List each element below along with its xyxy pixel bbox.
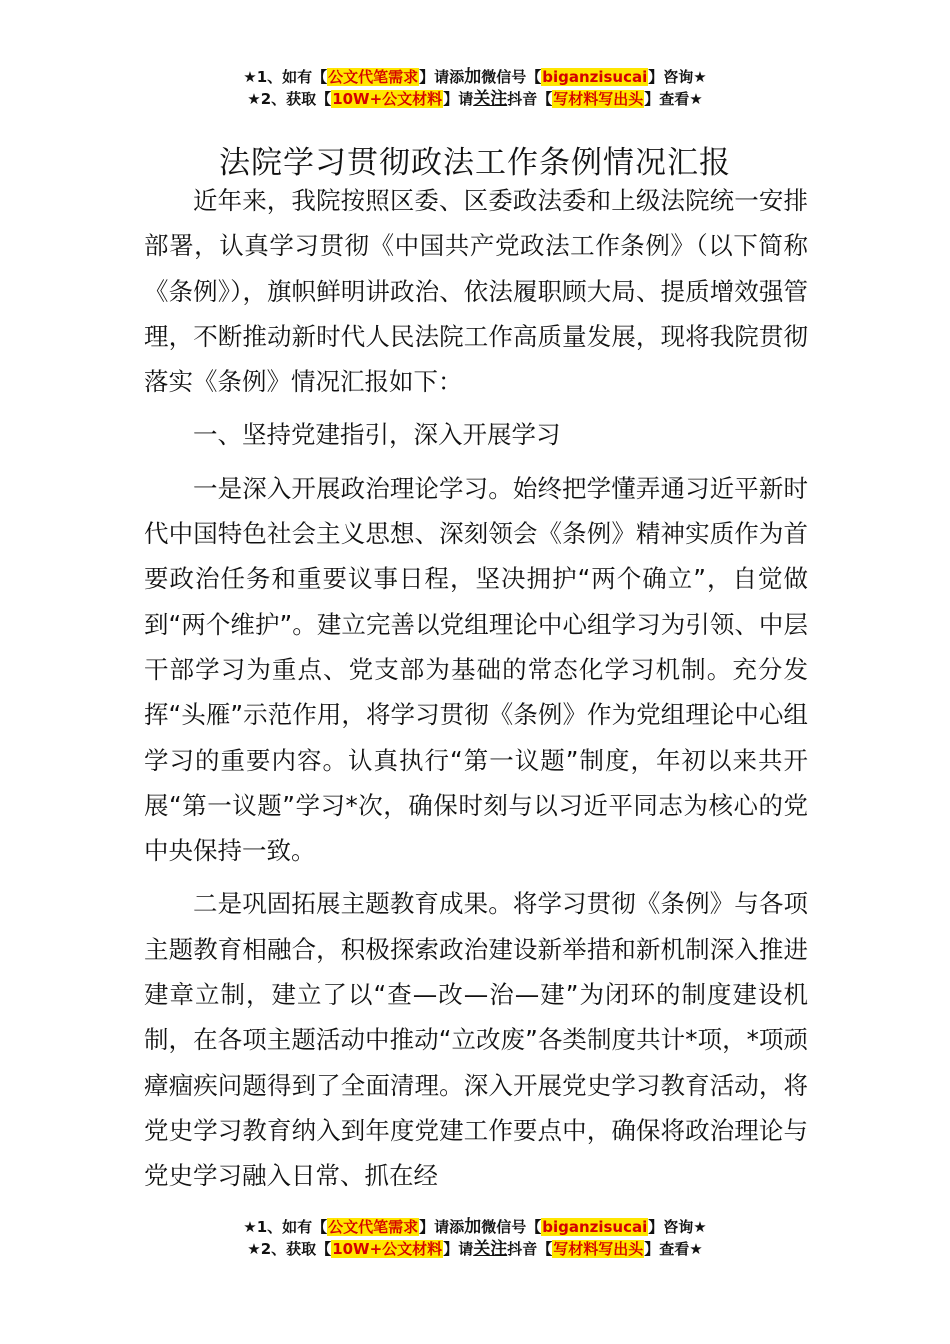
promo-wechat-id: biganzisucai — [542, 1218, 648, 1236]
document-body — [144, 178, 808, 1199]
promo-text: 】查看★ — [644, 1240, 703, 1258]
promo-text: 】咨询★ — [648, 1218, 707, 1236]
promo-line-2 — [0, 88, 950, 110]
promo-banner-top — [0, 66, 950, 110]
promo-line-2 — [0, 1238, 950, 1260]
promo-text: 抖音【 — [507, 1240, 553, 1258]
section-heading: 一、坚持党建指引，深入开展学习 — [193, 420, 561, 450]
promo-text: 】咨询★ — [648, 68, 707, 86]
promo-text: 】请 — [443, 1240, 474, 1258]
promo-line-1 — [0, 1216, 950, 1238]
promo-text: ★2、获取【 — [247, 90, 332, 108]
promo-douyin-name: 写材料写出头 — [553, 1240, 644, 1258]
promo-highlight: 10W+公文材料 — [332, 90, 443, 108]
promo-line-1 — [0, 66, 950, 88]
promo-text: 】请添 — [419, 68, 465, 86]
promo-text: 抖音【 — [507, 90, 553, 108]
promo-text: 】查看★ — [644, 90, 703, 108]
promo-wechat-id: biganzisucai — [542, 68, 648, 86]
promo-text: ★1、如有【 — [243, 1218, 328, 1236]
promo-text: 微信号【 — [481, 1218, 542, 1236]
paragraph-point-2: 二是巩固拓展主题教育成果。将学习贯彻《条例》与各项主题教育相融合，积极探索政治建设新举措和新机制深入推进建章立制，建立了以“查—改—治—建”为闭环的制度建设机制，在各项主题活动中推动“立改废”各类制度共计*项，*项顽瘴痼疾问题得到了全面清理。深入开展党史学习教育活动，将党史学习教育纳入到年度党建工作要点中，确保将政治理论与党史学习融入日常、抓在经 — [144, 889, 808, 1191]
promo-emphasis: 加 — [464, 67, 482, 87]
promo-text: 微信号【 — [481, 68, 542, 86]
promo-text: ★2、获取【 — [247, 1240, 332, 1258]
promo-text: 】请添 — [419, 1218, 465, 1236]
promo-text: 】请 — [443, 90, 474, 108]
promo-douyin-name: 写材料写出头 — [553, 90, 644, 108]
paragraph-intro: 近年来，我院按照区委、区委政法委和上级法院统一安排部署，认真学习贯彻《中国共产党政法工作条例》（以下简称《条例》），旗帜鲜明讲政治、依法履职顾大局、提质增效强管理，不断推动新时代人民法院工作高质量发展，现将我院贯彻落实《条例》情况汇报如下： — [144, 186, 808, 397]
promo-emphasis: 关注 — [473, 89, 508, 109]
promo-highlight: 公文代笔需求 — [328, 1218, 419, 1236]
promo-text: ★1、如有【 — [243, 68, 328, 86]
promo-emphasis: 加 — [464, 1217, 482, 1237]
paragraph-point-1: 一是深入开展政治理论学习。始终把学懂弄通习近平新时代中国特色社会主义思想、深刻领会《条例》精神实质作为首要政治任务和重要议事日程，坚决拥护“两个确立”，自觉做到“两个维护”。建立完善以党组理论中心组学习为引领、中层干部学习为重点、党支部为基础的常态化学习机制。充分发挥“头雁”示范作用，将学习贯彻《条例》作为党组理论中心组学习的重要内容。认真执行“第一议题”制度，年初以来共开展“第一议题”学习*次，确保时刻与以习近平同志为核心的党中央保持一致。 — [144, 473, 808, 866]
promo-emphasis: 关注 — [473, 1239, 508, 1259]
promo-highlight: 公文代笔需求 — [328, 68, 419, 86]
document-title: 法院学习贯彻政法工作条例情况汇报 — [219, 144, 731, 181]
promo-banner-bottom — [0, 1216, 950, 1260]
promo-highlight: 10W+公文材料 — [332, 1240, 443, 1258]
